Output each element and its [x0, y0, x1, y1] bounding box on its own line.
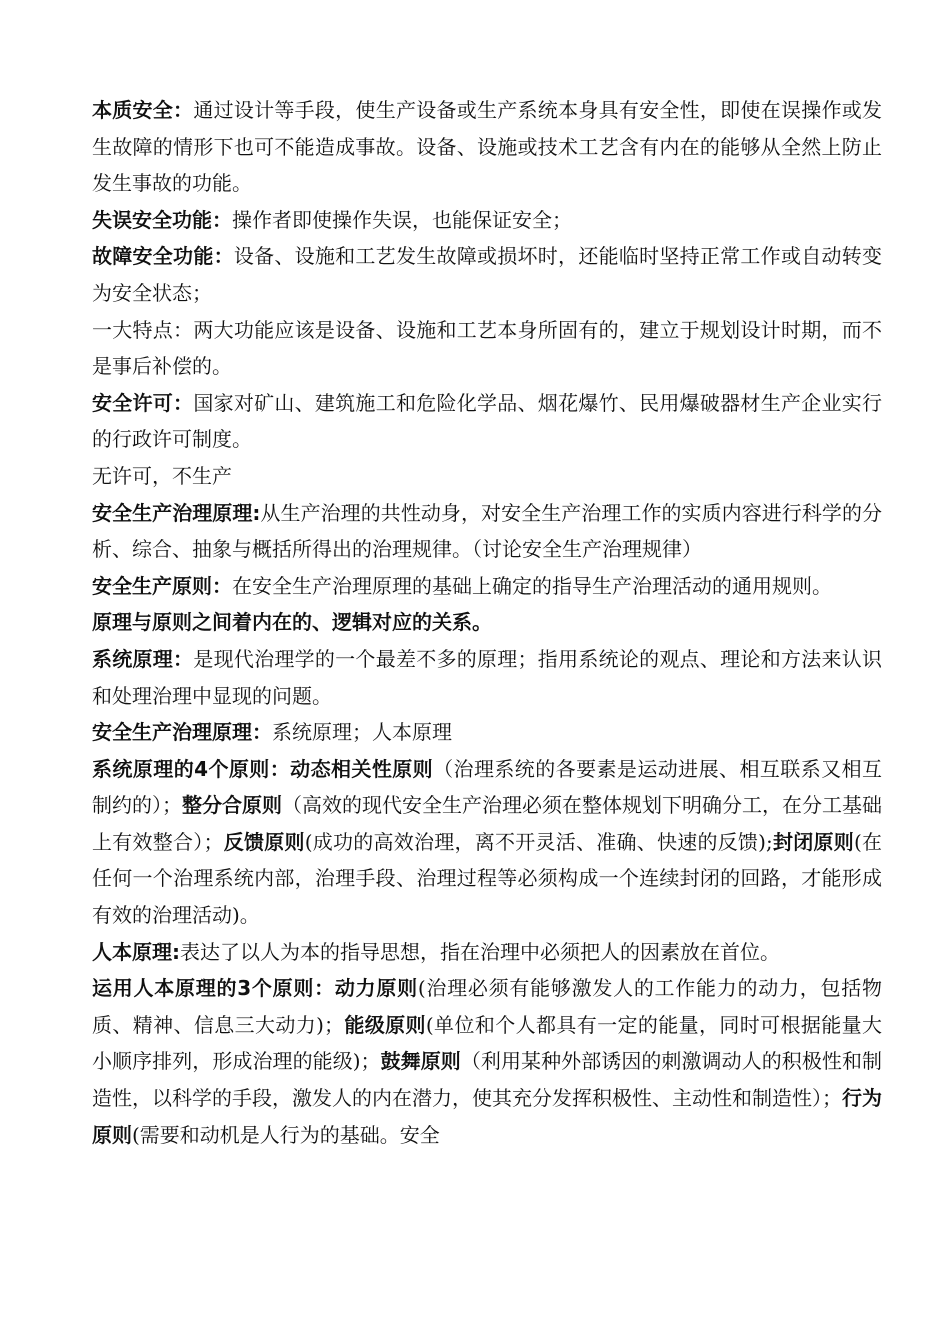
body-text: 操作者即使操作失误，也能保证安全； — [232, 207, 572, 232]
paragraph — [92, 641, 882, 714]
bold-term: 安全生产治理原理： — [92, 720, 272, 745]
body-text: 是现代治理学的一个最差不多的原理；指用系统论的观点、理论和方法来认识和处理治理中显现的问题。 — [92, 646, 883, 708]
body-text: 设备、设施和工艺发生故障或损坏时，还能临时坚持正常工作或自动转变为安全状态； — [92, 244, 883, 305]
bold-term: 人本原理: — [92, 939, 180, 964]
paragraph — [92, 312, 882, 385]
body-text: 通过设计等手段，使生产设备或生产系统本身具有安全性，即使在误操作或发生故障的情形下也可不能造成事故。设备、设施或技术工艺含有内在的能够从全然上防止发生事故的功能。 — [92, 98, 883, 196]
body-text: 无许可，不生产 — [92, 463, 232, 488]
paragraph — [92, 238, 882, 311]
body-text: (成功的高效治理，离不开灵活、准确、快速的反馈); — [304, 829, 773, 854]
paragraph — [92, 495, 882, 568]
paragraph — [92, 202, 882, 239]
document-body — [92, 92, 882, 1153]
bold-term: 反馈原则 — [223, 829, 305, 854]
body-text: （高效的现代安全生产治理必须在整体规划下明确分工，在分工基础上有效整合）； — [92, 793, 882, 854]
body-text: 表达了以人为本的指导思想，指在治理中必须把人的因素放在首位。 — [180, 939, 780, 964]
bold-term: 封闭原则 — [772, 829, 854, 854]
body-text: (治理必须有能够激发人的工作能力的动力，包括物质、精神、信息三大动力)； — [92, 976, 882, 1037]
paragraph — [92, 92, 882, 202]
bold-term: 安全许可： — [92, 390, 194, 415]
bold-term: 系统原理的4个原则：动态相关性原则 — [92, 756, 434, 781]
bold-term: 整分合原则 — [182, 793, 282, 818]
paragraph — [92, 714, 882, 751]
body-text: 从生产治理的共性动身，对安全生产治理工作的实质内容进行科学的分析、综合、抽象与概括所得出的治理规律。（讨论安全生产治理规律） — [92, 500, 883, 562]
body-text: 系统原理；人本原理 — [272, 720, 452, 745]
paragraph — [92, 568, 882, 605]
paragraph — [92, 604, 882, 641]
bold-term: 运用人本原理的3个原则：动力原则 — [92, 976, 418, 1001]
body-text: (单位和个人都具有一定的能量，同时可根据能量大小顺序排列，形成治理的能级)； — [92, 1012, 882, 1074]
bold-term: 原理与原则之间着内在的、逻辑对应的关系。 — [92, 610, 492, 635]
paragraph — [92, 970, 882, 1153]
body-text: 国家对矿山、建筑施工和危险化学品、烟花爆竹、民用爆破器材生产企业实行的行政许可制度。 — [92, 390, 883, 452]
paragraph — [92, 385, 882, 458]
bold-term: 安全生产治理原理: — [92, 500, 261, 525]
bold-term: 鼓舞原则 — [380, 1049, 461, 1074]
body-text: （治理系统的各要素是运动进展、相互联系又相互制约的）； — [92, 756, 882, 818]
paragraph — [92, 934, 882, 971]
bold-term: 安全生产原则： — [92, 573, 232, 598]
paragraph — [92, 751, 882, 934]
body-text: 一大特点：两大功能应该是设备、设施和工艺本身所固有的，建立于规划设计时期，而不是事后补偿的。 — [92, 317, 882, 379]
body-text: (需要和动机是人行为的基础。安全 — [132, 1122, 440, 1147]
bold-term: 故障安全功能： — [92, 244, 234, 269]
paragraph — [92, 458, 882, 495]
body-text: （利用某种外部诱因的刺激调动人的积极性和制造性，以科学的手段，激发人的内在潜力，使其充分发挥积极性、主动性和制造性）； — [92, 1049, 883, 1111]
bold-term: 能级原则 — [343, 1012, 426, 1037]
body-text: 在安全生产治理原理的基础上确定的指导生产治理活动的通用规则。 — [232, 573, 832, 598]
bold-term: 失误安全功能： — [92, 207, 232, 232]
bold-term: 行为原则 — [92, 1086, 882, 1147]
bold-term: 系统原理： — [92, 646, 194, 671]
body-text: (在任何一个治理系统内部，治理手段、治理过程等必须构成一个连续封闭的回路，才能形成有效的治理活动)。 — [92, 829, 883, 928]
bold-term: 本质安全： — [92, 98, 194, 122]
